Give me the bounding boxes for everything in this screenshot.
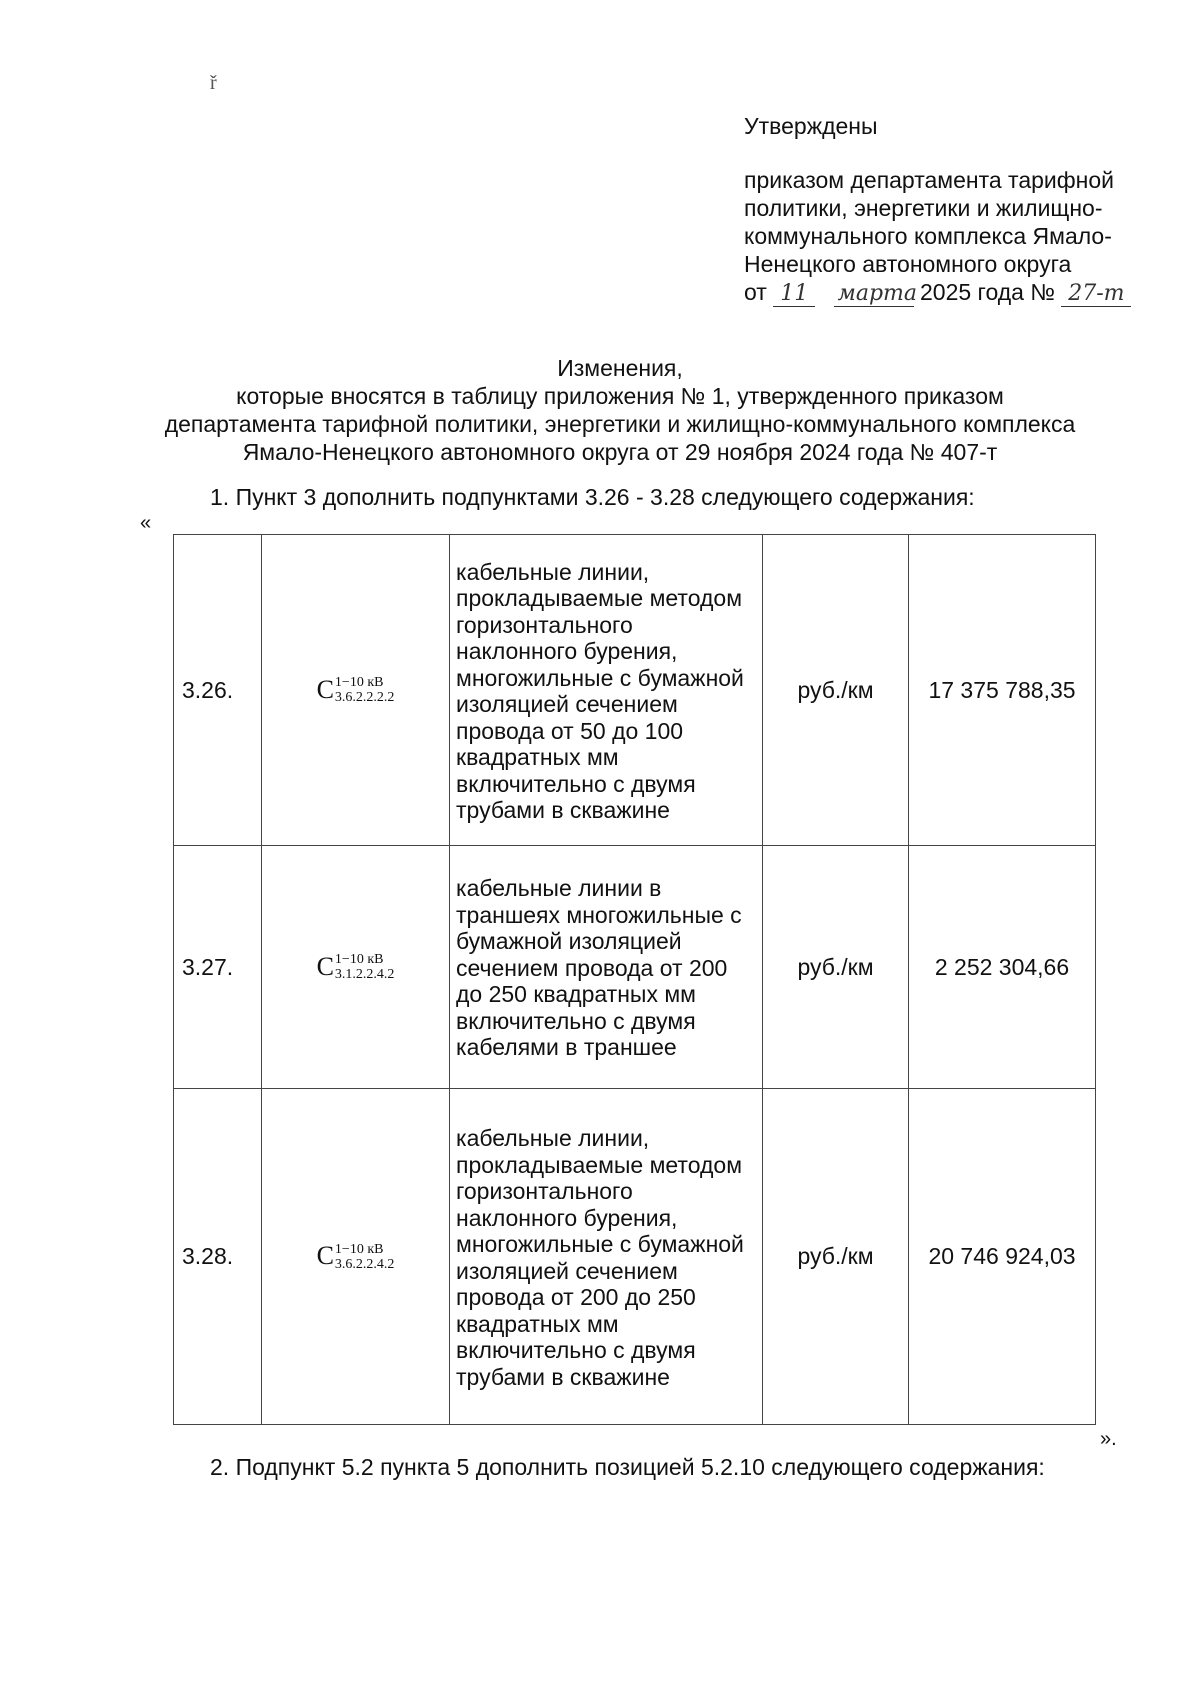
row-number: 3.27. <box>174 846 262 1089</box>
changes-line-1: которые вносятся в таблицу приложения № 1, утвержденного приказом <box>236 383 1004 409</box>
rate-code <box>262 1089 450 1425</box>
unit-cell: руб./км <box>763 846 909 1089</box>
rate-code <box>262 535 450 846</box>
handwritten-number: 27-т <box>1061 282 1131 307</box>
rate-code <box>262 846 450 1089</box>
approval-date-line <box>744 278 1164 307</box>
date-prefix: от <box>744 279 767 305</box>
code-subscript: 3.1.2.2.4.2 <box>334 967 395 982</box>
description-cell: кабельные линии, прокладываемые методом горизонтального наклонного бурения, многожильные с бумажной изоляцией сечением провода от 200 до 250 квадратных мм включительно с двумя трубами в скважине <box>450 1089 763 1425</box>
changes-title-block <box>120 354 1120 466</box>
approval-line-1: приказом департамента тарифной <box>744 167 1115 193</box>
corner-mark: ř <box>210 72 217 94</box>
changes-heading: Изменения, <box>557 355 683 381</box>
code-superscript: 1−10 кВ <box>334 675 384 690</box>
changes-line-3: Ямало-Ненецкого автономного округа от 29 ноября 2024 года № 407-т <box>242 439 998 465</box>
approval-block <box>744 112 1164 307</box>
row-number: 3.26. <box>174 535 262 846</box>
table-row <box>174 1089 1096 1425</box>
approval-line-3: коммунального комплекса Ямало- <box>744 223 1112 249</box>
handwritten-day: 11 <box>773 282 815 307</box>
year-text: 2025 года № <box>920 279 1056 305</box>
value-cell: 2 252 304,66 <box>909 846 1096 1089</box>
paragraph-2: 2. Подпункт 5.2 пункта 5 дополнить позицией 5.2.10 следующего содержания: <box>210 1454 1045 1480</box>
changes-line-2: департамента тарифной политики, энергетики и жилищно-коммунального комплекса <box>164 411 1076 437</box>
code-superscript: 1−10 кВ <box>334 1241 384 1257</box>
row-number: 3.28. <box>174 1089 262 1425</box>
code-subscript: 3.6.2.2.4.2 <box>334 1256 395 1272</box>
code-base: С <box>316 1241 334 1271</box>
table-row <box>174 846 1096 1089</box>
code-base: С <box>316 951 334 981</box>
paragraph-1: 1. Пункт 3 дополнить подпунктами 3.26 - 3.28 следующего содержания: <box>210 484 975 510</box>
value-cell: 20 746 924,03 <box>909 1089 1096 1425</box>
unit-cell: руб./км <box>763 1089 909 1425</box>
opening-quote: « <box>140 512 152 534</box>
table-row <box>174 535 1096 846</box>
handwritten-month: марта <box>834 282 914 307</box>
closing-quote: ». <box>1100 1428 1117 1450</box>
description-cell: кабельные линии в траншеях многожильные с бумажной изоляцией сечением провода от 200 до 250 квадратных мм включительно с двумя кабелями в траншее <box>450 846 763 1089</box>
code-superscript: 1−10 кВ <box>334 952 384 967</box>
code-subscript: 3.6.2.2.2.2 <box>334 690 395 705</box>
approval-title: Утверждены <box>744 113 878 139</box>
approval-line-4: Ненецкого автономного округа <box>744 251 1072 277</box>
code-base: С <box>316 674 334 704</box>
approval-line-2: политики, энергетики и жилищно- <box>744 195 1103 221</box>
value-cell: 17 375 788,35 <box>909 535 1096 846</box>
tariff-table <box>173 534 1096 1425</box>
description-cell: кабельные линии, прокладываемые методом горизонтального наклонного бурения, многожильные с бумажной изоляцией сечением провода от 50 до 100 квадратных мм включительно с двумя трубами в скважине <box>450 535 763 846</box>
unit-cell: руб./км <box>763 535 909 846</box>
